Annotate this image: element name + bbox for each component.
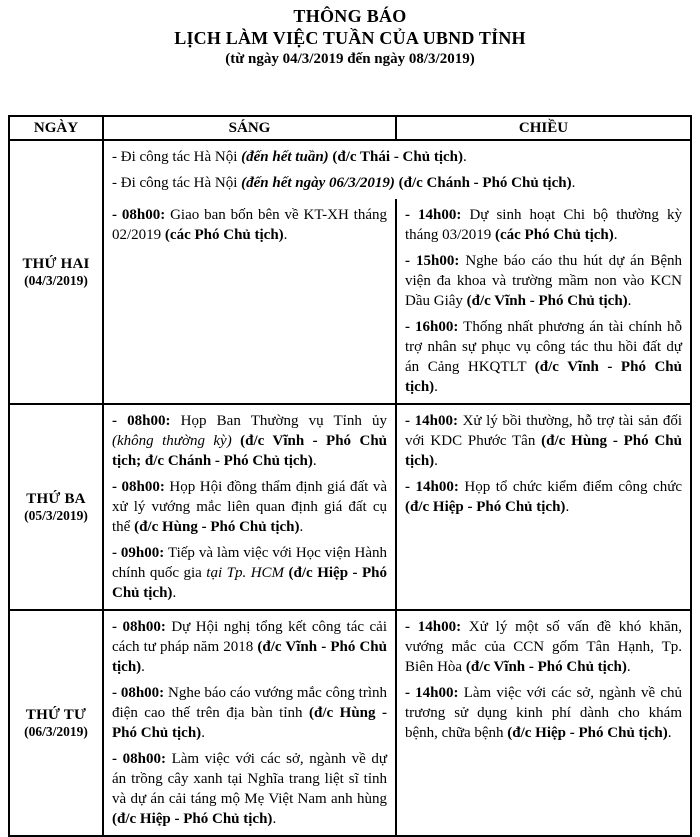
text-run: (đ/c Thái - Chủ tịch)	[332, 149, 463, 166]
text-run	[232, 433, 240, 449]
text-run: - Đi công tác Hà Nội	[112, 149, 242, 166]
document-title: THÔNG BÁO	[293, 6, 407, 26]
text-run: - 14h00:	[405, 479, 459, 496]
text-run: (đến hết ngày 06/3/2019)	[241, 175, 395, 192]
text-run: Dự Hội nghị tổng kết công tác cải cách tư pháp năm 2018	[112, 619, 387, 656]
day-cell	[10, 611, 104, 835]
table-row	[10, 611, 690, 835]
morning-cell	[104, 611, 397, 835]
column-header-morning: SÁNG	[104, 117, 397, 139]
text-run: tại Tp. HCM	[206, 565, 285, 582]
text-run: (đ/c Hùng - Phó Chủ tịch)	[134, 519, 300, 536]
day-content-cell	[104, 141, 690, 403]
afternoon-cell	[397, 199, 690, 403]
text-run: - 08h00:	[112, 207, 166, 224]
text-run: - 08h00:	[112, 685, 165, 702]
text-run: .	[283, 227, 288, 244]
text-run: .	[613, 227, 618, 244]
morning-afternoon-columns	[104, 405, 690, 609]
text-run: (đ/c Hiệp - Phó Chủ tịch)	[507, 725, 668, 742]
schedule-entry	[112, 411, 387, 471]
text-run: Giao ban bốn bên về KT-XH tháng 02/2019	[112, 207, 387, 244]
text-run: (đ/c Vĩnh - Phó Chủ tịch)	[466, 293, 628, 310]
text-run: - 14h00:	[405, 619, 462, 636]
day-cell	[10, 405, 104, 609]
table-header-row	[10, 117, 690, 141]
schedule-entry	[112, 617, 387, 677]
schedule-entry	[112, 683, 387, 743]
day-date: (06/3/2019)	[24, 723, 88, 739]
text-run: .	[565, 499, 570, 516]
schedule-entry	[112, 749, 387, 829]
schedule-entry	[405, 411, 682, 471]
afternoon-cell	[397, 611, 690, 835]
schedule-entry	[405, 683, 682, 743]
text-run: (đ/c Hiệp - Phó Chủ tịch)	[112, 811, 273, 828]
day-cell	[10, 141, 104, 403]
morning-afternoon-columns	[104, 611, 690, 835]
text-run: Họp tổ chức kiểm điểm công chức	[458, 479, 682, 496]
document-date-range: (từ ngày 04/3/2019 đến ngày 08/3/2019)	[225, 50, 475, 67]
schedule-table	[8, 115, 692, 837]
day-date: (05/3/2019)	[24, 507, 88, 523]
text-run: .	[141, 659, 145, 676]
day-label: THỨ TƯ	[25, 706, 87, 723]
morning-afternoon-columns	[104, 199, 690, 403]
schedule-entry	[112, 477, 387, 537]
document-subtitle: LỊCH LÀM VIỆC TUẦN CỦA UBND TỈNH	[174, 27, 526, 48]
text-run: (đ/c Vĩnh - Phó Chủ tịch)	[405, 359, 682, 396]
schedule-entry	[405, 251, 682, 311]
day-date: (04/3/2019)	[24, 272, 88, 288]
text-run: - 08h00:	[112, 479, 165, 496]
schedule-entry	[405, 477, 682, 517]
text-run: Nghe báo cáo thu hút dự án Bệnh viện đa khoa và trường mầm non vào KCN Dầu Giây	[405, 253, 682, 310]
text-run: Họp Ban Thường vụ Tỉnh ủy	[170, 413, 387, 430]
full-width-entries	[104, 141, 690, 199]
text-run: .	[272, 811, 277, 828]
morning-cell	[104, 199, 397, 403]
text-run: .	[667, 725, 672, 742]
day-content-cell	[104, 611, 690, 835]
afternoon-cell	[397, 405, 690, 609]
schedule-entry	[112, 543, 387, 603]
text-run: .	[312, 453, 317, 470]
schedule-entry	[112, 147, 682, 167]
column-header-day: NGÀY	[10, 117, 104, 139]
schedule-entry	[112, 205, 387, 245]
text-run: - 16h00:	[405, 319, 459, 336]
text-run: Thống nhất phương án tài chính hỗ trợ nhân sự phục vụ công tác thu hồi đất dự án Cảng HKQTLT	[405, 319, 682, 376]
day-label: THỨ BA	[26, 490, 86, 507]
schedule-entry	[405, 317, 682, 397]
text-run: (đ/c Hùng - Phó Chủ tịch)	[112, 705, 387, 742]
document-title-block	[0, 6, 700, 68]
text-run: - 15h00:	[405, 253, 460, 270]
text-run: (không thường kỳ)	[112, 433, 232, 450]
text-run: Dự sinh hoạt Chi bộ thường kỳ tháng 03/2019	[405, 207, 682, 244]
schedule-entry	[405, 617, 682, 677]
text-run: (đ/c Vĩnh - Phó Chủ tịch)	[465, 659, 627, 676]
morning-cell	[104, 405, 397, 609]
text-run: .	[434, 453, 438, 470]
text-run: Làm việc với các sở, ngành về dự án trồng cây xanh tại Nghĩa trang liệt sĩ tỉnh và dự án cải táng mộ Mẹ Việt Nam anh hùng	[112, 751, 387, 808]
text-run: Tiếp và làm việc với Học viện Hành chính quốc gia	[112, 545, 387, 582]
text-run: (đ/c Vĩnh - Phó Chủ tịch)	[112, 639, 387, 676]
text-run: - 14h00:	[405, 685, 459, 702]
text-run: - 14h00:	[405, 413, 458, 430]
text-run: (đ/c Hùng - Phó Chủ tịch)	[405, 433, 682, 470]
text-run: Nghe báo cáo vướng mắc công trình điện cao thế trên địa bàn tỉnh	[112, 685, 387, 722]
text-run: Làm việc với các sở, ngành về chủ trương sử dụng kinh phí dành cho khám bệnh, chữa bệnh	[405, 685, 682, 742]
text-run: .	[627, 293, 632, 310]
text-run: Xử lý một số vấn đề khó khăn, vướng mắc của CCN gốm Tân Hạnh, Tp. Biên Hòa	[405, 619, 682, 676]
text-run: - Đi công tác Hà Nội	[112, 175, 242, 192]
table-row	[10, 405, 690, 611]
text-run: .	[626, 659, 631, 676]
schedule-entry	[112, 173, 682, 193]
text-run: .	[201, 725, 205, 742]
text-run: Xử lý bồi thường, hỗ trợ tài sản đối với KDC Phước Tân	[405, 413, 682, 450]
text-run: (đến hết tuần)	[241, 149, 329, 166]
text-run: (các Phó Chủ tịch)	[495, 227, 614, 244]
text-run: (đ/c Hiệp - Phó Chủ tịch)	[112, 565, 388, 602]
text-run: (các Phó Chủ tịch)	[164, 227, 284, 244]
text-run: - 08h00:	[112, 751, 166, 768]
text-run: (đ/c Hiệp - Phó Chủ tịch)	[405, 499, 566, 516]
schedule-entry	[405, 205, 682, 245]
day-label: THỨ HAI	[22, 255, 90, 272]
table-row	[10, 141, 690, 405]
text-run: - 14h00:	[405, 207, 462, 224]
text-run: Họp Hội đồng thẩm định giá đất và xử lý vướng mắc liên quan định giá đất cụ thể	[112, 479, 387, 536]
text-run: - 08h00:	[112, 413, 171, 430]
text-run: .	[571, 175, 576, 192]
text-run: .	[299, 519, 304, 536]
text-run: .	[172, 585, 177, 602]
text-run: - 09h00:	[112, 545, 165, 562]
text-run: .	[434, 379, 438, 396]
day-content-cell	[104, 405, 690, 609]
schedule-rows	[10, 141, 690, 835]
text-run: - 08h00:	[112, 619, 166, 636]
text-run: .	[462, 149, 467, 166]
text-run: (đ/c Chánh - Phó Chủ tịch)	[398, 175, 572, 192]
column-header-afternoon: CHIỀU	[518, 120, 569, 137]
text-run: (đ/c Vĩnh - Phó Chủ tịch; đ/c Chánh - Phó Chủ tịch)	[112, 433, 388, 470]
